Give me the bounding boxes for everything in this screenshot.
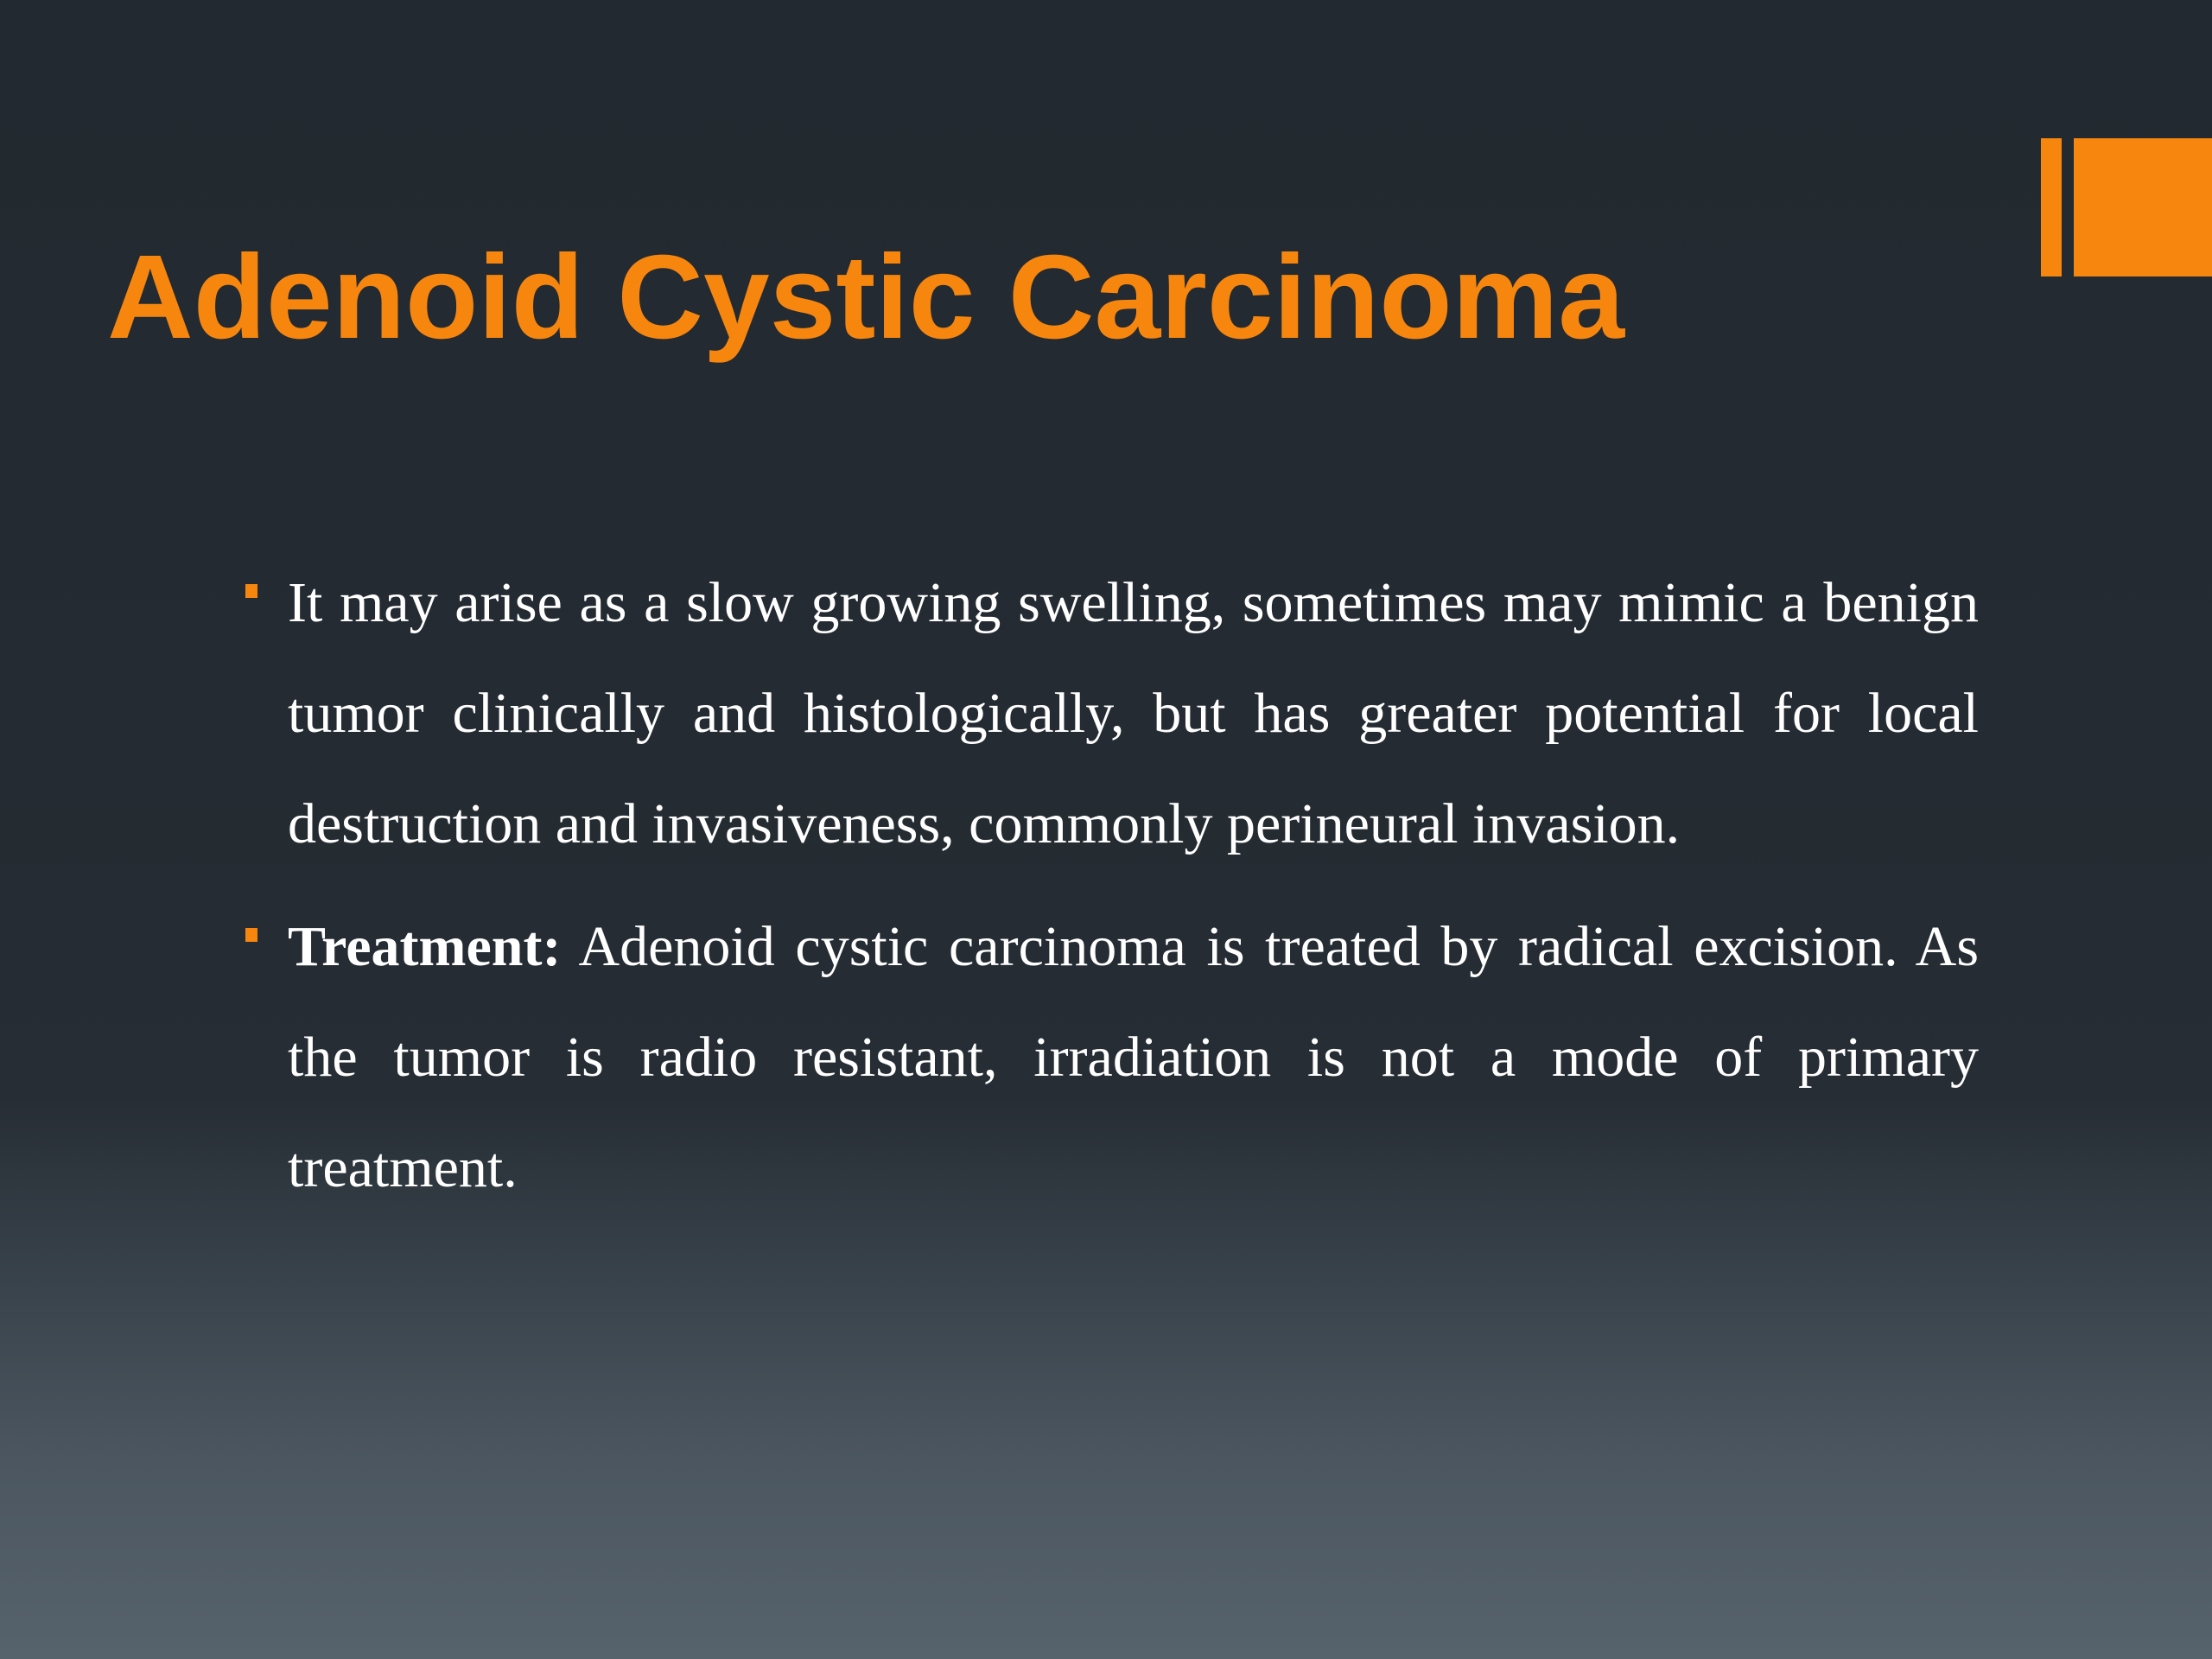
- accent-block-decoration: [2074, 138, 2212, 276]
- bullet-item: [242, 548, 1979, 880]
- bullet-label: Treatment:: [288, 915, 562, 978]
- bullet-item: [242, 892, 1979, 1224]
- square-bullet-icon: [245, 928, 257, 942]
- bullet-text: Adenoid cystic carcinoma is treated by radical excision. As the tumor is radio resistant, irradiation is not a mode of primary treatment.: [288, 915, 1979, 1199]
- slide-title: Adenoid Cystic Carcinoma: [107, 231, 1625, 364]
- accent-bar-decoration: [2041, 138, 2062, 276]
- square-bullet-icon: [245, 584, 257, 598]
- bullet-list: [242, 548, 1979, 1236]
- bullet-text: It may arise as a slow growing swelling, sometimes may mimic a benign tumor clinically and histologically, but has greater potential for local destruction and invasiveness, commonly perineural invasion.: [288, 571, 1979, 855]
